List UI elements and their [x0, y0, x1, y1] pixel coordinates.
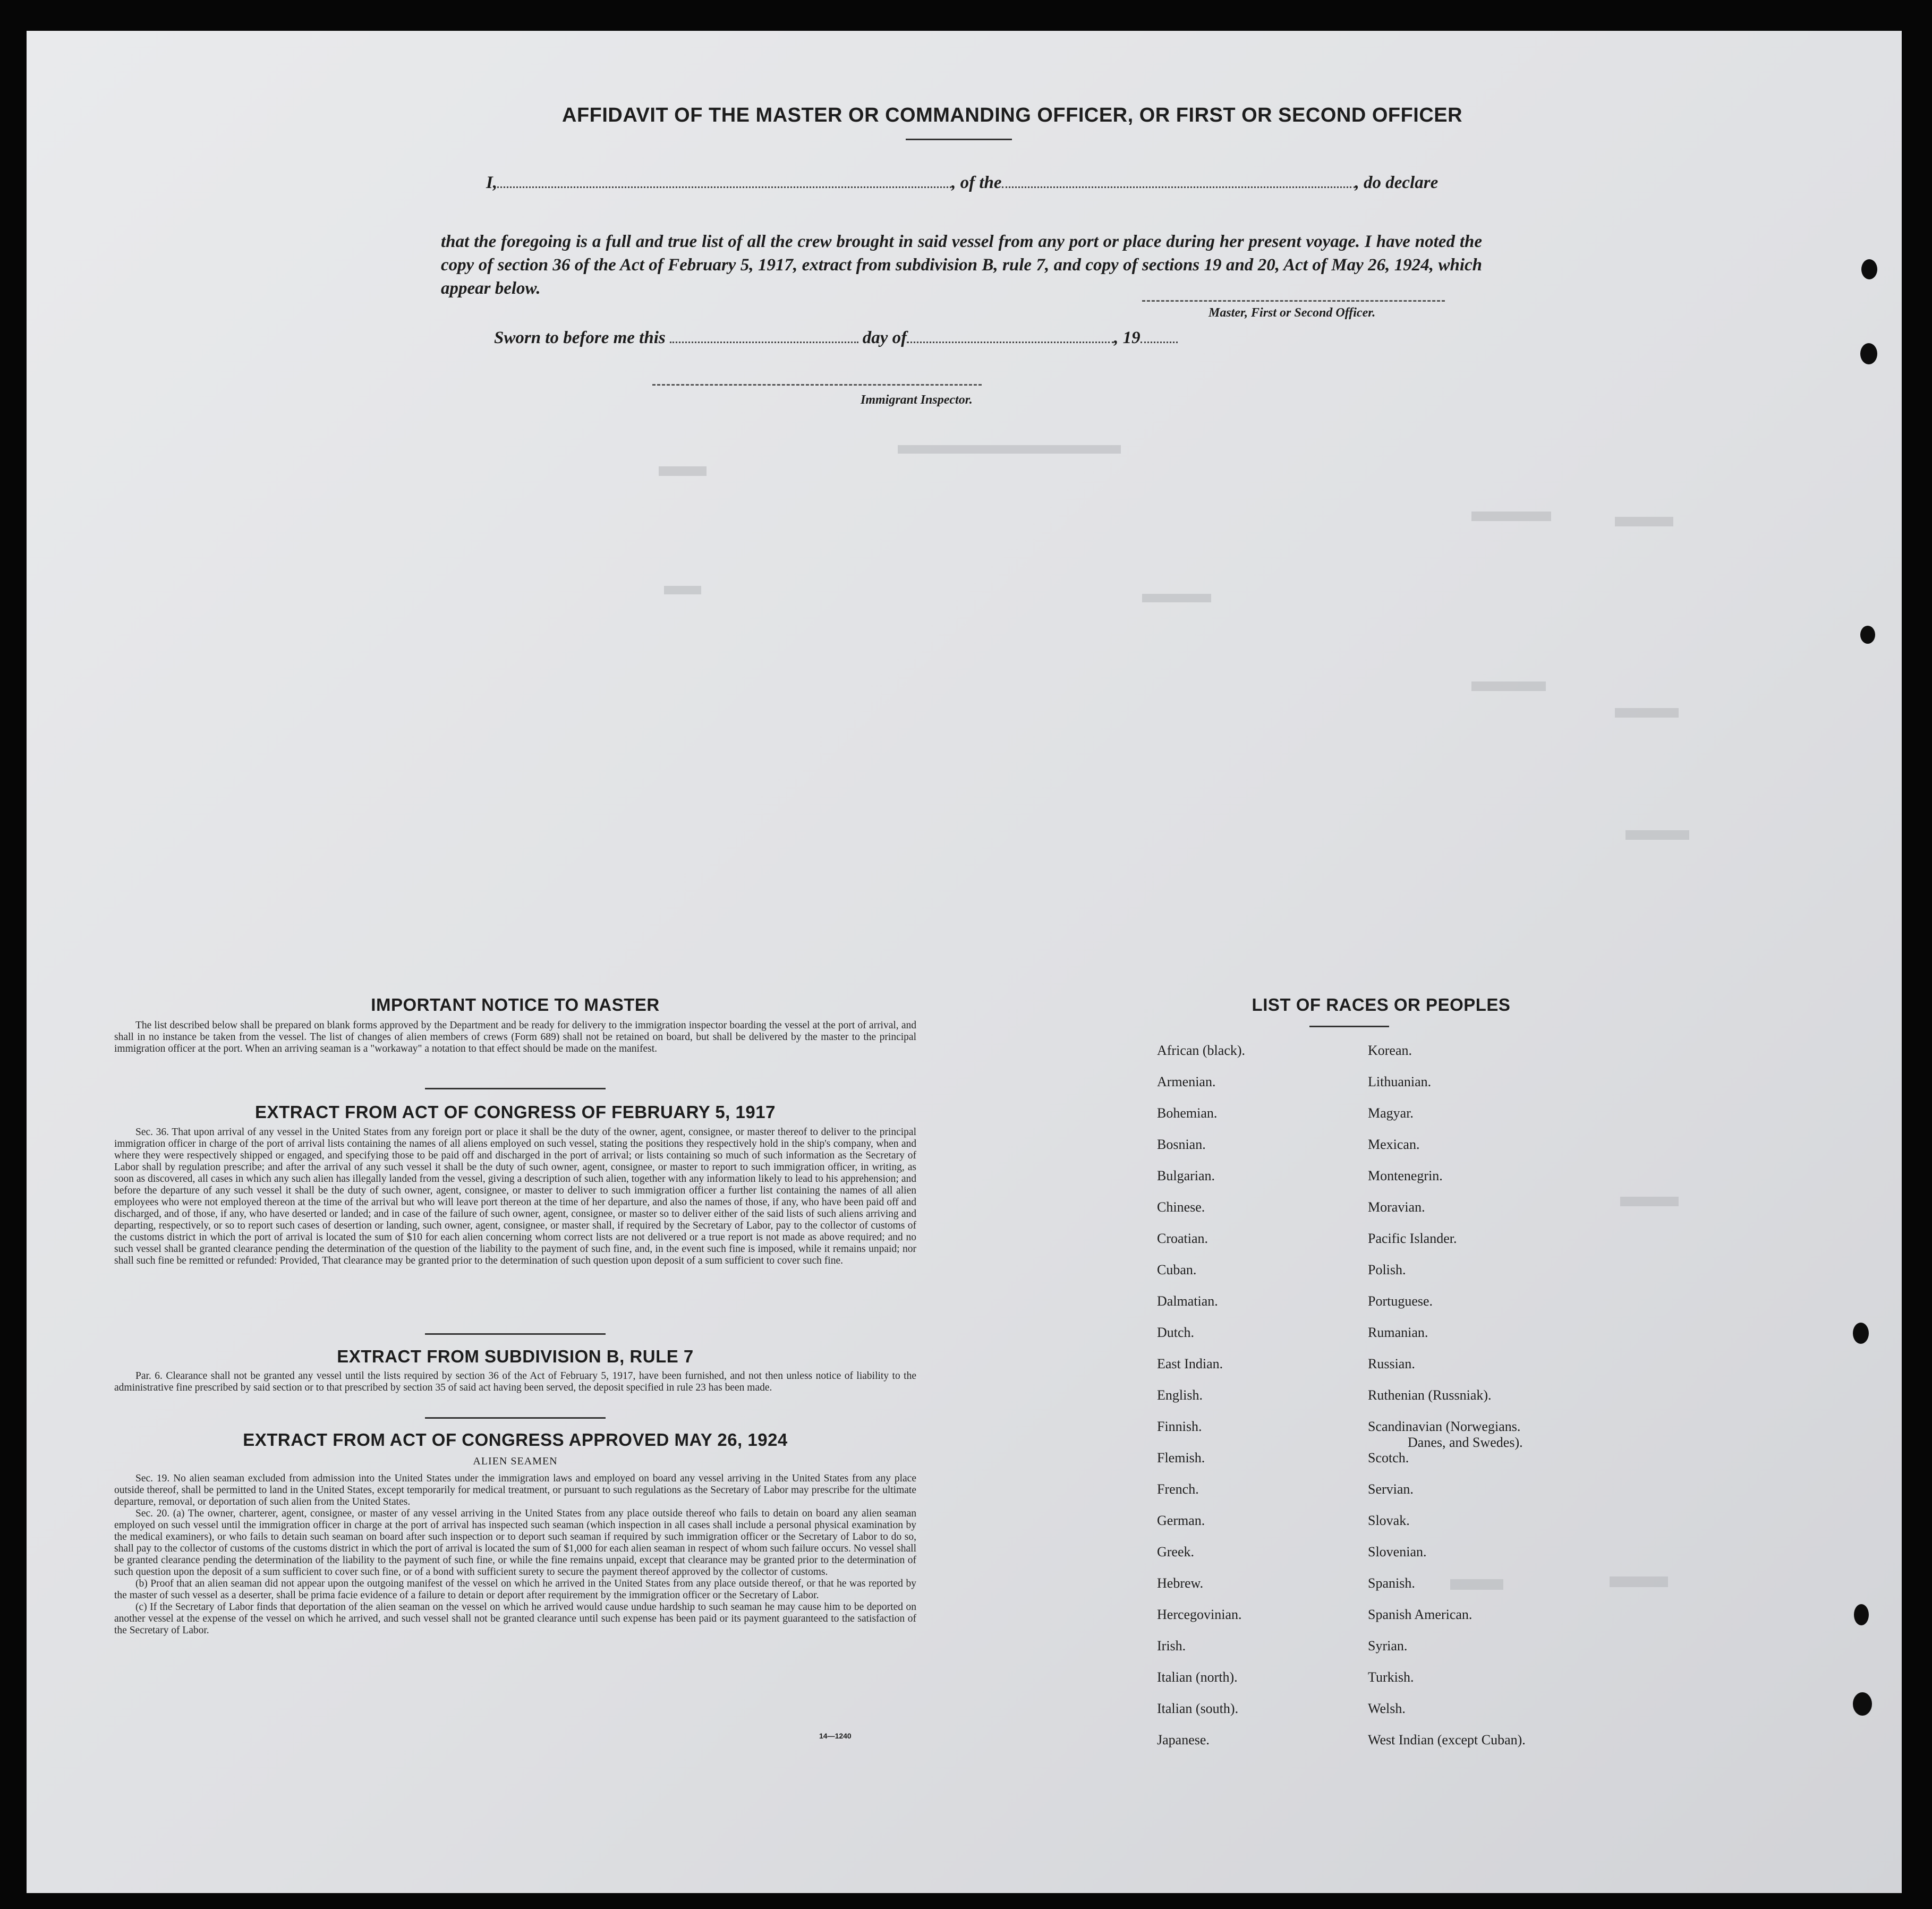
race-item: Slovak.: [1368, 1513, 1410, 1528]
section-divider: [425, 1333, 606, 1335]
year-label: , 19: [1114, 328, 1141, 347]
race-item: Scotch.: [1368, 1450, 1409, 1465]
bleed-through-mark: [659, 466, 707, 476]
extract-1924-text: [114, 1473, 916, 1637]
races-title: LIST OF RACES OR PEOPLES: [1252, 995, 1511, 1015]
title-underline: [906, 139, 1012, 140]
section-20a-text: Sec. 20. (a) The owner, charterer, agent, consignee, or master of any vessel arriving in the United States from any place outside thereof who fails to detain on board any alien seaman employed on such vessel until the immigration officer in charge at the port of arrival has inspected such seaman (which inspection in all cases shall include a personal physical examination by the medical examiners), or who fails to detain such seaman on board after such inspection or to deport such seaman if required by such immigration officer or the Secretary of Labor to do so, shall pay to the collector of customs of the customs district in which the port of arrival is located the sum of $1,000 for each alien seaman in respect of whom such failure occurs. No vessel shall be granted clearance pending the determination of the liability to the payment of such fine, or while the fine remains unpaid, except that clearance may be granted prior to the determination of such question upon the deposit of a sum sufficient to cover such fine, or of a bond with sufficient surety to secure the payment thereof approved by the collector of customs.: [114, 1508, 916, 1578]
race-item: Russian.: [1368, 1356, 1415, 1371]
declaration-of-the: , of the: [951, 173, 1002, 192]
bleed-through-mark: [1471, 681, 1546, 691]
race-item: Montenegrin.: [1368, 1168, 1443, 1183]
punch-hole: [1860, 343, 1877, 364]
section-20b-text: (b) Proof that an alien seaman did not appear upon the outgoing manifest of the vessel on which he arrived in the United States from any place outside thereof, or that he was reported by the master of such vessel as a deserter, shall be prima facie evidence of a failure to detain or deport after requirement by the immigration officer or the Secretary of Labor.: [114, 1578, 916, 1601]
bleed-through-mark: [1142, 594, 1211, 602]
race-item: Mexican.: [1368, 1137, 1420, 1152]
race-item: Chinese.: [1157, 1199, 1205, 1215]
name-blank[interactable]: [497, 184, 951, 188]
punch-hole: [1853, 1692, 1872, 1716]
declaration-do-declare: , do declare: [1355, 173, 1439, 192]
race-item: Portuguese.: [1368, 1293, 1433, 1309]
race-item: Welsh.: [1368, 1701, 1406, 1716]
race-item: Spanish American.: [1368, 1607, 1473, 1622]
master-signature-line[interactable]: [1142, 300, 1445, 302]
race-item: East Indian.: [1157, 1356, 1223, 1371]
bleed-through-mark: [898, 445, 1121, 454]
inspector-signature-line[interactable]: [652, 384, 982, 386]
race-item: African (black).: [1157, 1043, 1246, 1058]
races-title-underline: [1309, 1026, 1389, 1027]
affidavit-body: that the foregoing is a full and true list of all the crew brought in said vessel from any port or place during her present voyage. I have noted the copy of section 36 of the Act of February 5, 1917, extract from subdivision B, rule 7, and copy of sections 19 and 20, Act of May 26, 1924, which appear below.: [441, 232, 1482, 298]
notice-text: The list described below shall be prepared on blank forms approved by the Department and be ready for delivery to the immigration inspector boarding the vessel at the port of arrival, and shall in no instance be taken from the vessel. The list of changes of alien members of crews (Form 689) shall not be retained on board, but shall be delivered by the master to the principal immigration officer at the port. When an arriving seaman is a "workaway" a notation to that effect should be made on the manifest.: [114, 1020, 916, 1054]
bleed-through-mark: [1615, 708, 1679, 718]
affidavit-title: AFFIDAVIT OF THE MASTER OR COMMANDING OFFICER, OR FIRST OR SECOND OFFICER: [562, 104, 1463, 126]
section-19-text: Sec. 19. No alien seaman excluded from admission into the United States under the immigration laws and employed on board any vessel arriving in the United States from any place outside thereof, shall be permitted to land in the United States, except temporarily for medical treatment, or pursuant to such regulations as the Secretary of Labor may prescribe for the ultimate departure, removal, or deportation of such alien from the United States.: [114, 1473, 916, 1507]
punch-hole: [1860, 626, 1875, 644]
sworn-day-blank[interactable]: [670, 339, 858, 343]
alien-seamen-heading: ALIEN SEAMEN: [473, 1455, 558, 1467]
race-item: Armenian.: [1157, 1074, 1216, 1089]
race-item: Moravian.: [1368, 1199, 1425, 1215]
race-item: Danes, and Swedes).: [1408, 1435, 1523, 1450]
bleed-through-mark: [1450, 1579, 1503, 1590]
race-item: Bohemian.: [1157, 1105, 1218, 1121]
race-item: Flemish.: [1157, 1450, 1205, 1465]
bleed-through-mark: [1471, 512, 1551, 521]
race-item: Turkish.: [1368, 1669, 1414, 1685]
extract-1917-text: Sec. 36. That upon arrival of any vessel in the United States from any foreign port or place it shall be the duty of the owner, agent, consignee, or master thereof to deliver to the principal immigration officer in charge of the port of arrival lists containing the names of all aliens employed on such vessel, stating the positions they respectively hold in the ship's company, when and where they were respectively shipped or engaged, and specifying those to be paid off and discharged in the port of arrival; or lists containing so much of such information as the Secretary of Labor shall by regulation prescribe; and after the arrival of any such vessel it shall be the duty of such owner, agent, consignee, or master to report to such immigration officer, in writing, as soon as discovered, all cases in which any such alien has illegally landed from the vessel, giving a description of such alien, together with any information likely to lead to his apprehension; and before the departure of any such vessel it shall be the duty of such owner, agent, consignee, or master to deliver to such immigration officer a further list containing the names of all alien employees who were not employed thereon at the time of the arrival but who will leave port thereon at the time of her departure, and also the names of those, if any, who have been paid off and discharged, and of those, if any, who have deserted or landed; and in case of the failure of such owner, agent, consignee, or master so to deliver either of the said lists of such aliens arriving and departing, respectively, or so to report such cases of desertion or landing, such owner, agent, consignee, or master shall, if required by the Secretary of Labor, pay to the collector of customs of the customs district in which the port of arrival is located the sum of $10 for each alien concerning whom correct lists are not delivered or a true report is not made as above required; and no such vessel shall be granted clearance pending the determination of the question of the liability to the payment of such fine, and, in the event such fine is imposed, while it remains unpaid; nor shall such fine be remitted or refunded: Provided, That clearance may be granted prior to the determination of such question upon deposit of a sum sufficient to cover such fine.: [114, 1127, 916, 1266]
bleed-through-mark: [1620, 1197, 1679, 1206]
race-item: Hercegovinian.: [1157, 1607, 1242, 1622]
bleed-through-mark: [664, 586, 701, 594]
race-item: Ruthenian (Russniak).: [1368, 1387, 1492, 1403]
race-item: English.: [1157, 1387, 1203, 1403]
race-item: French.: [1157, 1481, 1199, 1497]
race-item: Bulgarian.: [1157, 1168, 1215, 1183]
race-item: Servian.: [1368, 1481, 1414, 1497]
master-signature-label: Master, First or Second Officer.: [1208, 306, 1376, 320]
race-item: German.: [1157, 1513, 1205, 1528]
race-item: Rumanian.: [1368, 1325, 1428, 1340]
document-page: [27, 31, 1902, 1893]
race-item: Croatian.: [1157, 1231, 1208, 1246]
sworn-year-blank[interactable]: [1141, 339, 1178, 343]
race-item: Finnish.: [1157, 1419, 1202, 1434]
race-item: Syrian.: [1368, 1638, 1408, 1654]
bleed-through-mark: [1625, 830, 1689, 840]
form-number: 14—1240: [819, 1732, 852, 1740]
bleed-through-mark: [1615, 517, 1673, 526]
declaration-line: [486, 173, 1438, 193]
sworn-label: Sworn to before me this: [494, 328, 666, 347]
race-item: Cuban.: [1157, 1262, 1197, 1277]
declaration-i: I,: [486, 173, 498, 192]
vessel-blank[interactable]: [1002, 184, 1355, 188]
race-item: West Indian (except Cuban).: [1368, 1732, 1526, 1748]
race-item: Italian (north).: [1157, 1669, 1238, 1685]
section-divider: [425, 1417, 606, 1419]
sworn-line: [494, 328, 1178, 348]
section-divider: [425, 1088, 606, 1089]
extract-rule7-text: Par. 6. Clearance shall not be granted any vessel until the lists required by section 36 of the Act of February 5, 1917, have been furnished, and not then unless notice of liability to the administrative fine prescribed by said section or to that prescribed by section 35 of said act having been served, the deposit specified in rule 23 has been made.: [114, 1370, 916, 1393]
day-of-label: day of: [862, 328, 907, 347]
race-item: Scandinavian (Norwegians.: [1368, 1419, 1521, 1434]
extract-1924-title: EXTRACT FROM ACT OF CONGRESS APPROVED MAY 26, 1924: [243, 1430, 788, 1450]
race-item: Polish.: [1368, 1262, 1406, 1277]
extract-1917-title: EXTRACT FROM ACT OF CONGRESS OF FEBRUARY 5, 1917: [255, 1102, 776, 1122]
race-item: Pacific Islander.: [1368, 1231, 1457, 1246]
race-item: Dutch.: [1157, 1325, 1195, 1340]
bleed-through-mark: [1610, 1576, 1668, 1587]
race-item: Greek.: [1157, 1544, 1195, 1559]
race-item: Spanish.: [1368, 1575, 1415, 1591]
punch-hole: [1861, 259, 1877, 279]
race-item: Japanese.: [1157, 1732, 1210, 1748]
race-item: Magyar.: [1368, 1105, 1414, 1121]
race-item: Lithuanian.: [1368, 1074, 1432, 1089]
race-item: Irish.: [1157, 1638, 1186, 1654]
race-item: Dalmatian.: [1157, 1293, 1218, 1309]
race-item: Bosnian.: [1157, 1137, 1206, 1152]
section-20c-text: (c) If the Secretary of Labor finds that deportation of the alien seaman on the vessel on which he arrived would cause undue hardship to such seaman he may cause him to be deported on another vessel at the expense of the vessel on which he arrived, and such vessel shall not be granted clearance until such expense has been paid or its payment guaranteed to the satisfaction of the Secretary of Labor.: [114, 1601, 916, 1636]
sworn-month-blank[interactable]: [907, 339, 1114, 343]
notice-title: IMPORTANT NOTICE TO MASTER: [371, 995, 660, 1015]
extract-rule7-title: EXTRACT FROM SUBDIVISION B, RULE 7: [337, 1346, 694, 1366]
race-item: Korean.: [1368, 1043, 1412, 1058]
race-item: Hebrew.: [1157, 1575, 1204, 1591]
race-item: Slovenian.: [1368, 1544, 1427, 1559]
race-item: Italian (south).: [1157, 1701, 1239, 1716]
punch-hole: [1853, 1323, 1869, 1344]
inspector-signature-label: Immigrant Inspector.: [861, 393, 973, 407]
punch-hole: [1854, 1604, 1869, 1625]
